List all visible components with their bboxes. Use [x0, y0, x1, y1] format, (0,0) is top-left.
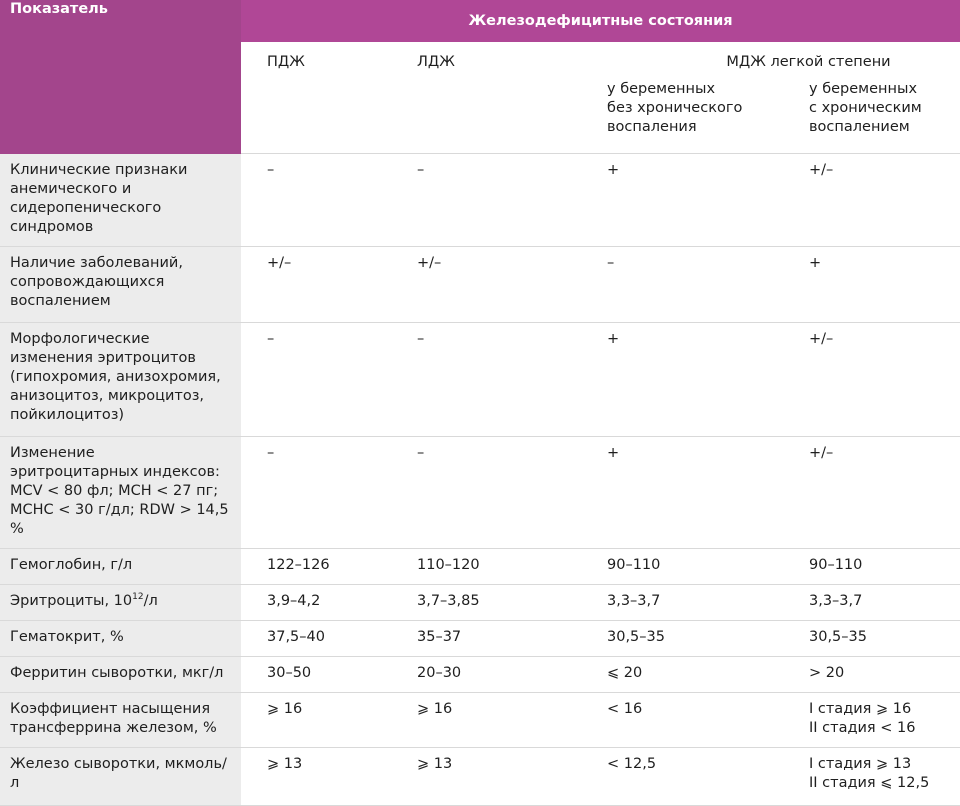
table-row — [0, 322, 960, 436]
table-cell — [241, 548, 395, 584]
header-sub-no-inflammation — [587, 80, 809, 154]
table-row — [0, 692, 960, 747]
row-label — [0, 154, 241, 247]
row-label — [0, 436, 241, 548]
text-line: +/– — [809, 330, 834, 347]
table-row — [0, 584, 960, 620]
text-line: сопровождающихся — [10, 273, 165, 290]
text-line: воспалением — [10, 292, 111, 309]
table-cell — [395, 656, 587, 692]
text-line: + — [607, 330, 620, 347]
row-label — [0, 548, 241, 584]
text-line: (гипохромия, анизохромия, — [10, 368, 221, 385]
table-cell — [241, 246, 395, 322]
table-cell — [241, 584, 395, 620]
table-cell — [395, 246, 587, 322]
text-line: Клинические признаки — [10, 161, 188, 178]
table-cell — [809, 548, 960, 584]
text-line: Железо сыворотки, мкмоль/л — [10, 755, 227, 791]
table-row — [0, 620, 960, 656]
text-line: < 12,5 — [607, 755, 657, 772]
row-label-unit: /л — [143, 592, 158, 609]
text-line: – — [417, 444, 425, 461]
table-cell — [587, 692, 809, 747]
row-label — [0, 246, 241, 322]
table-cell — [587, 584, 809, 620]
text-line: + — [607, 444, 620, 461]
text-line: +/– — [809, 444, 834, 461]
text-line: 30,5–35 — [607, 628, 665, 645]
text-line: > 20 — [809, 664, 845, 681]
table-cell — [809, 322, 960, 436]
text-line: ⩽ 20 — [607, 664, 643, 681]
text-line: Наличие заболеваний, — [10, 254, 183, 271]
header-pdzh: ПДЖ — [241, 42, 395, 154]
table-body — [0, 154, 960, 806]
table-cell — [587, 656, 809, 692]
text-line: < 16 — [607, 700, 643, 717]
table-cell — [241, 692, 395, 747]
text-line: – — [267, 330, 275, 347]
text-line: 30–50 — [267, 664, 312, 681]
text-line: – — [417, 330, 425, 347]
table-cell — [587, 322, 809, 436]
table-row — [0, 548, 960, 584]
table-cell — [809, 656, 960, 692]
text-line: ⩾ 16 — [417, 700, 453, 717]
text-line: +/– — [809, 162, 834, 178]
row-label — [0, 620, 241, 656]
table-cell — [587, 620, 809, 656]
text-line: 90–110 — [607, 556, 661, 573]
table-cell — [809, 436, 960, 548]
text-line: с хроническим — [809, 100, 922, 116]
text-line: 37,5–40 — [267, 628, 325, 645]
text-line: I стадия ⩾ 13 — [809, 755, 912, 772]
header-ldzh: ЛДЖ — [395, 42, 587, 154]
table-cell — [241, 656, 395, 692]
text-line: +/– — [417, 254, 442, 271]
text-line: Гемоглобин, г/л — [10, 556, 133, 573]
text-line: воспалением — [809, 119, 910, 135]
table-cell — [809, 246, 960, 322]
text-line: 90–110 — [809, 556, 863, 573]
text-line: трансферрина железом, % — [10, 719, 217, 736]
text-line: ⩾ 13 — [417, 755, 453, 772]
row-label — [0, 322, 241, 436]
table-cell — [809, 747, 960, 805]
text-line: 3,3–3,7 — [607, 592, 661, 609]
row-label — [0, 584, 241, 620]
text-line: анемического и — [10, 180, 132, 197]
row-label-superscript: 12 — [132, 591, 144, 602]
text-line: – — [267, 444, 275, 461]
table-cell — [587, 246, 809, 322]
table-cell — [587, 436, 809, 548]
table-cell — [395, 620, 587, 656]
table-cell — [395, 436, 587, 548]
text-line: + — [809, 254, 822, 271]
table-cell — [587, 747, 809, 805]
text-line: 110–120 — [417, 556, 480, 573]
table-cell — [395, 154, 587, 247]
text-line: Изменение — [10, 444, 95, 461]
table-cell — [241, 322, 395, 436]
text-line: + — [607, 162, 620, 178]
text-line: Коэффициент насыщения — [10, 700, 211, 717]
text-line: 20–30 — [417, 664, 462, 681]
table-row — [0, 154, 960, 247]
text-line: – — [417, 162, 425, 178]
table-cell — [241, 747, 395, 805]
text-line: изменения эритроцитов — [10, 349, 196, 366]
table-cell — [809, 692, 960, 747]
table-cell — [809, 154, 960, 247]
text-line: у беременных — [607, 81, 716, 97]
table-cell — [395, 747, 587, 805]
text-line: 35–37 — [417, 628, 462, 645]
table-cell — [395, 584, 587, 620]
table-row — [0, 436, 960, 548]
table-cell — [241, 620, 395, 656]
table-row — [0, 246, 960, 322]
text-line: 122–126 — [267, 556, 330, 573]
table-cell — [395, 692, 587, 747]
text-line: без хронического — [607, 100, 743, 116]
table-cell — [395, 548, 587, 584]
text-line: MCV < 80 фл; MCH < 27 пг; — [10, 482, 219, 499]
row-label — [0, 747, 241, 805]
text-line: I стадия ⩾ 16 — [809, 700, 912, 717]
table-cell — [587, 548, 809, 584]
text-line: воспаления — [607, 119, 697, 135]
text-line: ⩾ 16 — [267, 700, 303, 717]
text-line: ⩾ 13 — [267, 755, 303, 772]
header-sub-inflammation — [809, 80, 960, 154]
text-line: Гематокрит, % — [10, 628, 124, 645]
text-line: Морфологические — [10, 330, 150, 347]
header-mdzh: МДЖ легкой степени — [726, 54, 891, 70]
text-line: эритроцитарных индексов: — [10, 463, 220, 480]
table-cell — [395, 322, 587, 436]
table-row — [0, 747, 960, 805]
header-indicator: Показатель — [0, 0, 241, 154]
text-line: 30,5–35 — [809, 628, 867, 645]
text-line: – — [267, 162, 275, 178]
row-label — [0, 692, 241, 747]
header-group: Железодефицитные состояния — [241, 0, 960, 42]
text-line: пойкилоцитоз) — [10, 406, 125, 423]
text-line: анизоцитоз, микроцитоз, — [10, 387, 205, 404]
text-line: II стадия < 16 — [809, 719, 916, 736]
table-row — [0, 656, 960, 692]
row-label-text: Эритроциты, 10 — [10, 592, 133, 609]
text-line: сидеропенического — [10, 199, 162, 216]
table-cell — [809, 584, 960, 620]
table-cell — [241, 436, 395, 548]
text-line: 3,9–4,2 — [267, 592, 321, 609]
table-cell — [587, 154, 809, 247]
text-line: – — [607, 254, 615, 271]
text-line: синдромов — [10, 218, 94, 235]
table-cell — [809, 620, 960, 656]
table-cell — [241, 154, 395, 247]
text-line: 3,7–3,85 — [417, 592, 480, 609]
text-line: 3,3–3,7 — [809, 592, 863, 609]
text-line: +/– — [267, 254, 292, 271]
text-line: MCHC < 30 г/дл; RDW > 14,5 % — [10, 501, 229, 537]
text-line: Ферритин сыворотки, мкг/л — [10, 664, 224, 681]
row-label — [0, 656, 241, 692]
text-line: II стадия ⩽ 12,5 — [809, 774, 930, 791]
text-line: у беременных — [809, 81, 918, 97]
